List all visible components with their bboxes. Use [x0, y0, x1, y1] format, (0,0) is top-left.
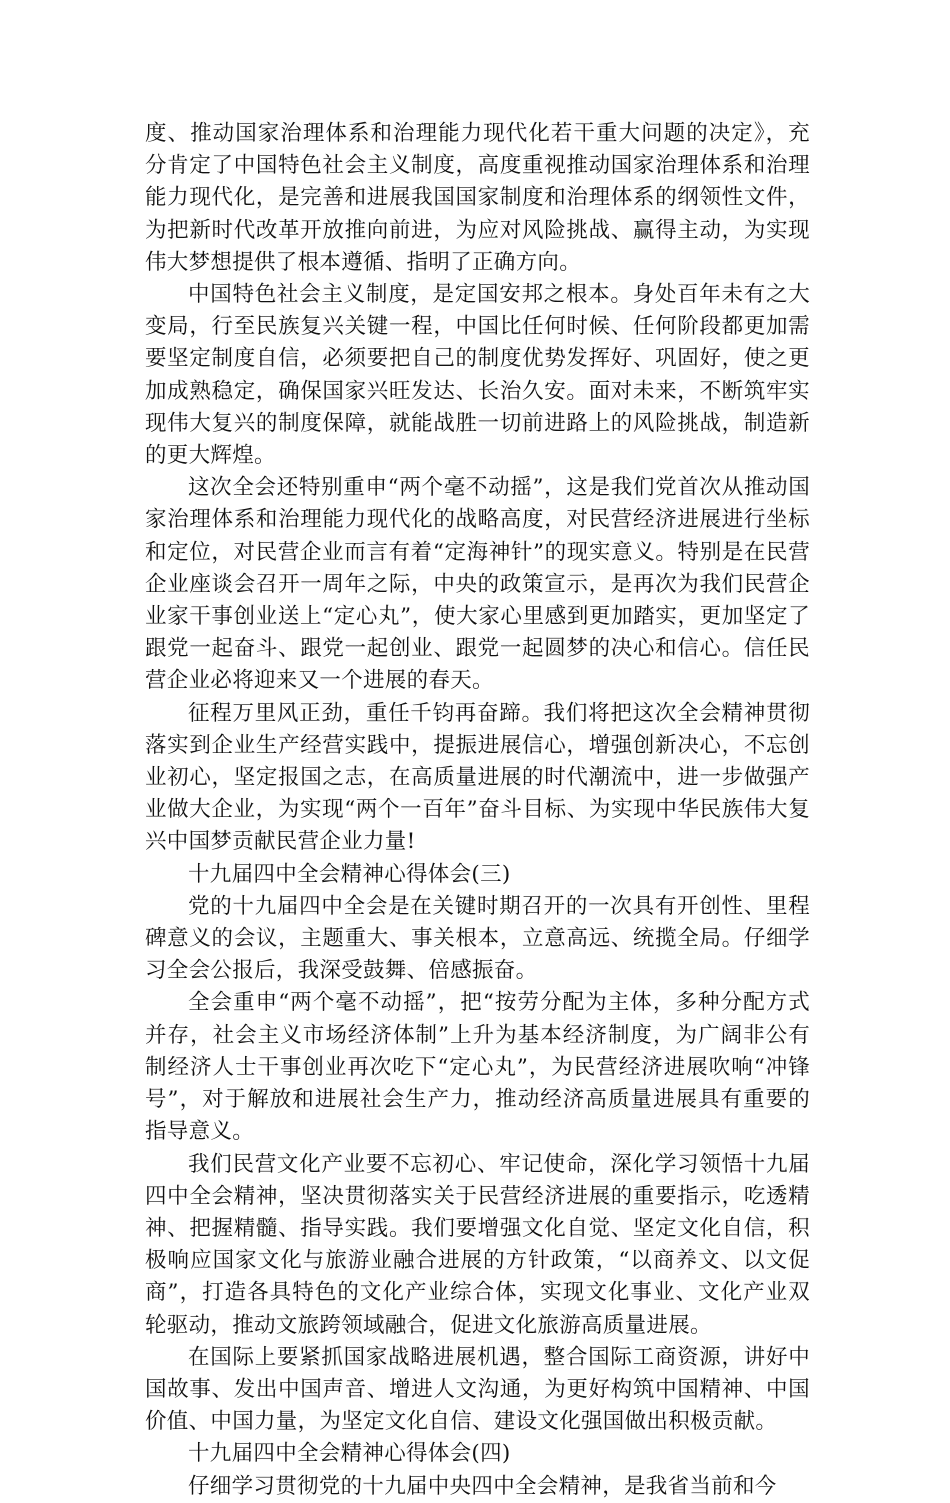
section-heading: 十九届四中全会精神心得体会(三) [188, 861, 511, 887]
paragraph-continuation: 度、推动国家治理体系和治理能力现代化若干重大问题的决定》，充分肯定了中国特色社会主义制度，高度重视推动国家治理体系和治理能力现代化，是完善和进展我国国家制度和治理体系的纲领性文件，为把新时代改革开放推向前进，为应对风险挑战、赢得主动，为实现伟大梦想提供了根本遵循、指明了正确方向。 [145, 121, 810, 275]
paragraph: 我们民营文化产业要不忘初心、牢记使命，深化学习领悟十九届四中全会精神，坚决贯彻落实关于民营经济进展的重要指示，吃透精神、把握精髓、指导实践。我们要增强文化自觉、坚定文化自信，积极响应国家文化与旅游业融合进展的方针政策，“以商养文、以文促商”，打造各具特色的文化产业综合体，实现文化事业、文化产业双轮驱动，推动文旅跨领域融合，促进文化旅游高质量进展。 [145, 1151, 810, 1338]
paragraph: 这次全会还特别重申“两个毫不动摇”，这是我们党首次从推动国家治理体系和治理能力现代化的战略高度，对民营经济进展进行坐标和定位，对民营企业而言有着“定海神针”的现实意义。特别是在民营企业座谈会召开一周年之际，中央的政策宣示，是再次为我们民营企业家干事创业送上“定心丸”，使大家心里感到更加踏实，更加坚定了跟党一起奋斗、跟党一起创业、跟党一起圆梦的决心和信心。信任民营企业必将迎来又一个进展的春天。 [145, 475, 810, 694]
paragraph: 全会重申“两个毫不动摇”，把“按劳分配为主体，多种分配方式并存，社会主义市场经济体制”上升为基本经济制度，为广阔非公有制经济人士干事创业再次吃下“定心丸”，为民营经济进展吹响“冲锋号”，对于解放和进展社会生产力，推动经济高质量进展具有重要的指导意义。 [145, 990, 810, 1145]
paragraph: 仔细学习贯彻党的十九届中央四中全会精神，是我省当前和今 [188, 1473, 777, 1499]
paragraph: 中国特色社会主义制度，是定国安邦之根本。身处百年未有之大变局，行至民族复兴关键一程，中国比任何时候、任何阶段都更加需要坚定制度自信，必须要把自己的制度优势发挥好、巩固好，使之更加成熟稳定，确保国家兴旺发达、长治久安。面对未来，不断筑牢实现伟大复兴的制度保障，就能战胜一切前进路上的风险挑战，制造新的更大辉煌。 [145, 282, 810, 469]
paragraph: 征程万里风正劲，重任千钧再奋蹄。我们将把这次全会精神贯彻落实到企业生产经营实践中，提振进展信心，增强创新决心，不忘创业初心，坚定报国之志，在高质量进展的时代潮流中，进一步做强产业做大企业，为实现“两个一百年”奋斗目标、为实现中华民族伟大复兴中国梦贡献民营企业力量! [145, 700, 810, 855]
section-heading: 十九届四中全会精神心得体会(四) [188, 1441, 511, 1467]
document-body [145, 118, 810, 1503]
paragraph: 在国际上要紧抓国家战略进展机遇，整合国际工商资源，讲好中国故事、发出中国声音、增进人文沟通，为更好构筑中国精神、中国价值、中国力量，为坚定文化自信、建设文化强国做出积极贡献。 [145, 1344, 810, 1435]
paragraph: 党的十九届四中全会是在关键时期召开的一次具有开创性、里程碑意义的会议，主题重大、事关根本，立意高远、统揽全局。仔细学习全会公报后，我深受鼓舞、倍感振奋。 [145, 893, 810, 984]
